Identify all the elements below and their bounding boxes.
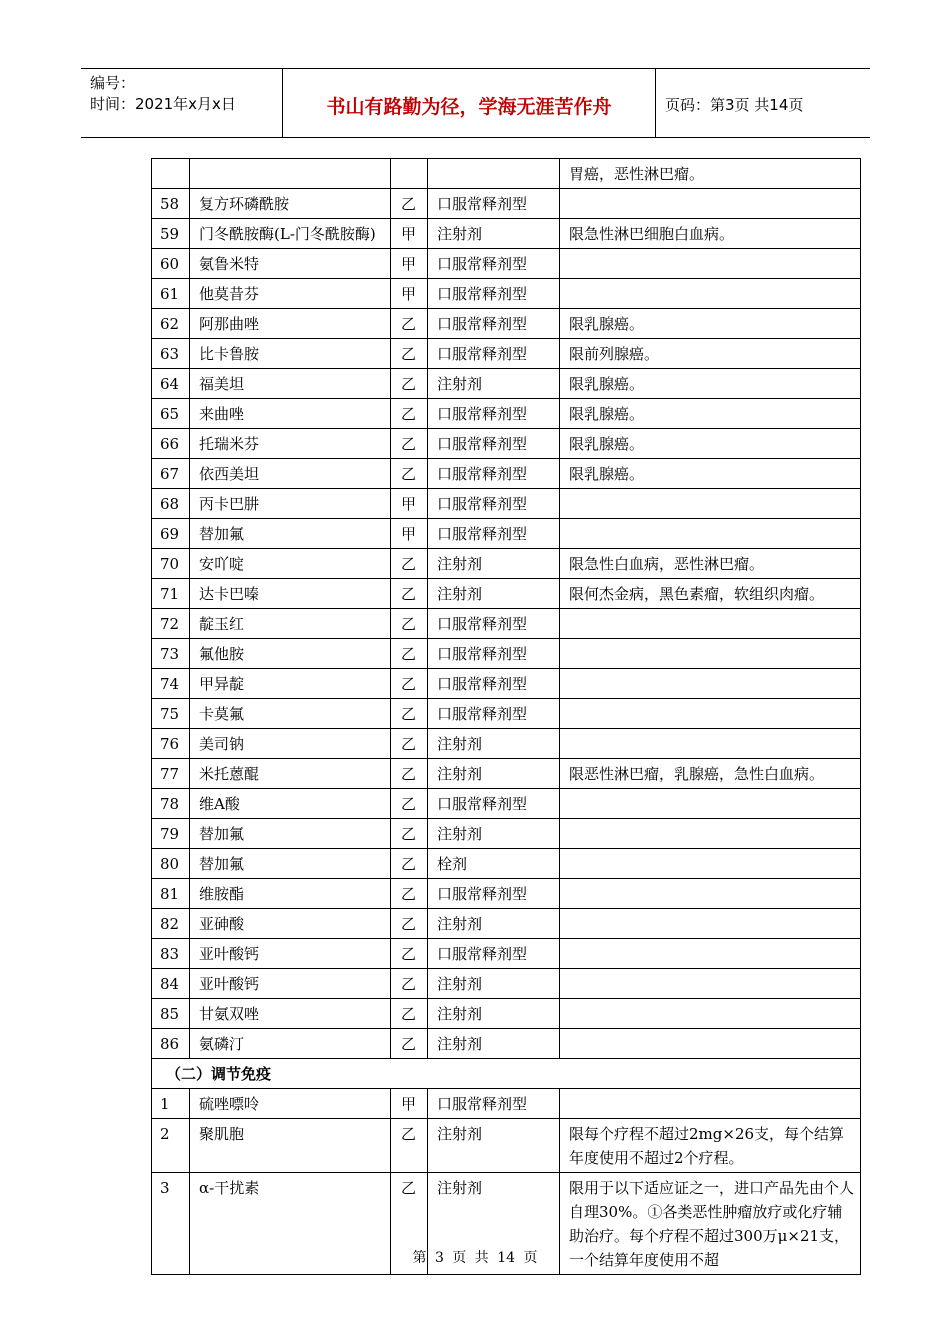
section-row (152, 1059, 861, 1089)
drug-class-cell: 乙 (391, 849, 428, 879)
dosage-form-cell: 口服常释剂型 (428, 459, 560, 489)
row-number-cell: 79 (152, 819, 190, 849)
restriction-note-cell: 限乳腺癌。 (560, 399, 861, 429)
restriction-note-cell (560, 909, 861, 939)
row-number-cell: 74 (152, 669, 190, 699)
drug-class-cell: 乙 (391, 309, 428, 339)
dosage-form-cell: 口服常释剂型 (428, 519, 560, 549)
row-number-cell: 62 (152, 309, 190, 339)
row-number-cell: 2 (152, 1119, 190, 1173)
table-row (152, 699, 861, 729)
dosage-form-cell: 注射剂 (428, 1173, 560, 1275)
drug-name-cell: 氨磷汀 (190, 1029, 391, 1059)
table-row (152, 249, 861, 279)
drug-class-cell (391, 159, 428, 189)
row-number-cell: 86 (152, 1029, 190, 1059)
table-row (152, 759, 861, 789)
dosage-form-cell: 口服常释剂型 (428, 789, 560, 819)
row-number-cell: 72 (152, 609, 190, 639)
document-number-label: 编号： (90, 74, 136, 92)
dosage-form-cell: 口服常释剂型 (428, 399, 560, 429)
drug-name-cell: 托瑞米芬 (190, 429, 391, 459)
dosage-form-cell: 口服常释剂型 (428, 309, 560, 339)
drug-class-cell: 乙 (391, 789, 428, 819)
table-row (152, 429, 861, 459)
drug-name-cell: 来曲唑 (190, 399, 391, 429)
document-date-label: 时间：2021年x月x日 (90, 95, 236, 113)
drug-class-cell: 乙 (391, 729, 428, 759)
restriction-note-cell: 限每个疗程不超过2mg×26支，每个结算年度使用不超过2个疗程。 (560, 1119, 861, 1173)
restriction-note-cell (560, 819, 861, 849)
row-number-cell: 78 (152, 789, 190, 819)
row-number-cell: 70 (152, 549, 190, 579)
row-number-cell: 65 (152, 399, 190, 429)
drug-class-cell: 乙 (391, 399, 428, 429)
table-row (152, 1029, 861, 1059)
table-row (152, 399, 861, 429)
dosage-form-cell: 注射剂 (428, 969, 560, 999)
drug-name-cell (190, 159, 391, 189)
restriction-note-cell (560, 789, 861, 819)
drug-name-cell: 亚砷酸 (190, 909, 391, 939)
restriction-note-cell (560, 669, 861, 699)
drug-class-cell: 乙 (391, 669, 428, 699)
drug-name-cell: 维A酸 (190, 789, 391, 819)
dosage-form-cell: 口服常释剂型 (428, 939, 560, 969)
drug-name-cell: 氟他胺 (190, 639, 391, 669)
table-row (152, 969, 861, 999)
drug-name-cell: 阿那曲唑 (190, 309, 391, 339)
drug-name-cell: 替加氟 (190, 849, 391, 879)
row-number-cell: 71 (152, 579, 190, 609)
drug-name-cell: 达卡巴嗪 (190, 579, 391, 609)
dosage-form-cell: 注射剂 (428, 759, 560, 789)
row-number-cell: 60 (152, 249, 190, 279)
restriction-note-cell (560, 1029, 861, 1059)
row-number-cell: 68 (152, 489, 190, 519)
row-number-cell: 76 (152, 729, 190, 759)
header-motto: 书山有路勤为径，学海无涯苦作舟 (326, 96, 612, 118)
dosage-form-cell: 口服常释剂型 (428, 669, 560, 699)
table-row (152, 579, 861, 609)
restriction-note-cell: 限乳腺癌。 (560, 369, 861, 399)
dosage-form-cell: 口服常释剂型 (428, 489, 560, 519)
restriction-note-cell: 限乳腺癌。 (560, 309, 861, 339)
dosage-form-cell: 口服常释剂型 (428, 609, 560, 639)
drug-name-cell: 依西美坦 (190, 459, 391, 489)
row-number-cell: 82 (152, 909, 190, 939)
restriction-note-cell: 限乳腺癌。 (560, 459, 861, 489)
dosage-form-cell: 口服常释剂型 (428, 699, 560, 729)
row-number-cell: 63 (152, 339, 190, 369)
row-number-cell (152, 159, 190, 189)
drug-class-cell: 乙 (391, 459, 428, 489)
dosage-form-cell: 注射剂 (428, 1029, 560, 1059)
restriction-note-cell (560, 939, 861, 969)
restriction-note-cell: 限急性白血病，恶性淋巴瘤。 (560, 549, 861, 579)
table-row (152, 729, 861, 759)
table-row (152, 159, 861, 189)
drug-class-cell: 乙 (391, 969, 428, 999)
restriction-note-cell: 限恶性淋巴瘤，乳腺癌，急性白血病。 (560, 759, 861, 789)
table-row (152, 879, 861, 909)
row-number-cell: 77 (152, 759, 190, 789)
dosage-form-cell: 注射剂 (428, 1119, 560, 1173)
dosage-form-cell: 口服常释剂型 (428, 189, 560, 219)
table-row (152, 459, 861, 489)
drug-class-cell: 乙 (391, 339, 428, 369)
drug-name-cell: 美司钠 (190, 729, 391, 759)
table-row (152, 669, 861, 699)
restriction-note-cell: 胃癌，恶性淋巴瘤。 (560, 159, 861, 189)
table-row (152, 219, 861, 249)
drug-class-cell: 乙 (391, 819, 428, 849)
row-number-cell: 83 (152, 939, 190, 969)
restriction-note-cell (560, 969, 861, 999)
table-row (152, 489, 861, 519)
drug-class-cell: 乙 (391, 999, 428, 1029)
table-row (152, 789, 861, 819)
drug-class-cell: 乙 (391, 189, 428, 219)
dosage-form-cell: 注射剂 (428, 549, 560, 579)
drug-table-body (152, 159, 861, 1275)
table-row (152, 1119, 861, 1173)
dosage-form-cell: 注射剂 (428, 579, 560, 609)
restriction-note-cell: 限乳腺癌。 (560, 429, 861, 459)
table-row (152, 279, 861, 309)
drug-class-cell: 乙 (391, 579, 428, 609)
drug-class-cell: 乙 (391, 609, 428, 639)
dosage-form-cell: 栓剂 (428, 849, 560, 879)
drug-name-cell: 靛玉红 (190, 609, 391, 639)
drug-name-cell: 福美坦 (190, 369, 391, 399)
header-page-number: 页码：第3页 共14页 (665, 96, 804, 114)
table-row (152, 849, 861, 879)
drug-class-cell: 乙 (391, 429, 428, 459)
restriction-note-cell (560, 879, 861, 909)
drug-class-cell: 甲 (391, 249, 428, 279)
dosage-form-cell: 口服常释剂型 (428, 339, 560, 369)
drug-name-cell: 甲异靛 (190, 669, 391, 699)
header-page-cell (656, 69, 870, 137)
drug-name-cell: 丙卡巴肼 (190, 489, 391, 519)
dosage-form-cell: 口服常释剂型 (428, 249, 560, 279)
dosage-form-cell (428, 159, 560, 189)
row-number-cell: 75 (152, 699, 190, 729)
table-row (152, 939, 861, 969)
row-number-cell: 67 (152, 459, 190, 489)
drug-class-cell: 乙 (391, 1173, 428, 1275)
table-row (152, 999, 861, 1029)
drug-name-cell: 复方环磷酰胺 (190, 189, 391, 219)
drug-name-cell: 硫唑嘌呤 (190, 1089, 391, 1119)
row-number-cell: 3 (152, 1173, 190, 1275)
table-row (152, 519, 861, 549)
drug-name-cell: 聚肌胞 (190, 1119, 391, 1173)
drug-table (151, 158, 861, 1275)
drug-class-cell: 乙 (391, 1119, 428, 1173)
row-number-cell: 69 (152, 519, 190, 549)
row-number-cell: 1 (152, 1089, 190, 1119)
restriction-note-cell (560, 1089, 861, 1119)
table-row (152, 609, 861, 639)
drug-class-cell: 甲 (391, 489, 428, 519)
row-number-cell: 61 (152, 279, 190, 309)
drug-name-cell: 安吖啶 (190, 549, 391, 579)
restriction-note-cell (560, 639, 861, 669)
drug-name-cell: 替加氟 (190, 519, 391, 549)
drug-class-cell: 甲 (391, 279, 428, 309)
restriction-note-cell (560, 249, 861, 279)
page-header (81, 68, 870, 138)
dosage-form-cell: 口服常释剂型 (428, 1089, 560, 1119)
table-row (152, 639, 861, 669)
row-number-cell: 58 (152, 189, 190, 219)
restriction-note-cell (560, 609, 861, 639)
dosage-form-cell: 注射剂 (428, 909, 560, 939)
drug-name-cell: 门冬酰胺酶(L-门冬酰胺酶) (190, 219, 391, 249)
drug-class-cell: 甲 (391, 1089, 428, 1119)
dosage-form-cell: 口服常释剂型 (428, 879, 560, 909)
dosage-form-cell: 注射剂 (428, 729, 560, 759)
row-number-cell: 59 (152, 219, 190, 249)
restriction-note-cell (560, 849, 861, 879)
drug-class-cell: 乙 (391, 549, 428, 579)
drug-name-cell: 甘氨双唑 (190, 999, 391, 1029)
dosage-form-cell: 口服常释剂型 (428, 279, 560, 309)
restriction-note-cell: 限何杰金病，黑色素瘤，软组织肉瘤。 (560, 579, 861, 609)
row-number-cell: 66 (152, 429, 190, 459)
dosage-form-cell: 口服常释剂型 (428, 429, 560, 459)
table-row (152, 819, 861, 849)
dosage-form-cell: 注射剂 (428, 219, 560, 249)
drug-class-cell: 乙 (391, 1029, 428, 1059)
drug-class-cell: 乙 (391, 879, 428, 909)
restriction-note-cell (560, 699, 861, 729)
drug-name-cell: 替加氟 (190, 819, 391, 849)
page-footer: 第 3 页 共 14 页 (412, 1250, 538, 1266)
header-motto-cell (283, 69, 656, 137)
drug-class-cell: 乙 (391, 909, 428, 939)
table-row (152, 309, 861, 339)
drug-class-cell: 乙 (391, 639, 428, 669)
table-row (152, 549, 861, 579)
dosage-form-cell: 注射剂 (428, 819, 560, 849)
drug-class-cell: 乙 (391, 369, 428, 399)
drug-class-cell: 甲 (391, 219, 428, 249)
drug-class-cell: 乙 (391, 699, 428, 729)
drug-class-cell: 乙 (391, 939, 428, 969)
table-row (152, 339, 861, 369)
drug-name-cell: 比卡鲁胺 (190, 339, 391, 369)
restriction-note-cell (560, 729, 861, 759)
drug-name-cell: 亚叶酸钙 (190, 969, 391, 999)
header-meta-cell (81, 69, 283, 137)
table-row (152, 369, 861, 399)
restriction-note-cell (560, 189, 861, 219)
section-heading: （二）调节免疫 (152, 1059, 861, 1089)
restriction-note-cell (560, 999, 861, 1029)
drug-name-cell: 米托蒽醌 (190, 759, 391, 789)
restriction-note-cell (560, 489, 861, 519)
dosage-form-cell: 口服常释剂型 (428, 639, 560, 669)
drug-class-cell: 乙 (391, 759, 428, 789)
drug-name-cell: 亚叶酸钙 (190, 939, 391, 969)
table-row (152, 909, 861, 939)
drug-name-cell: 他莫昔芬 (190, 279, 391, 309)
row-number-cell: 64 (152, 369, 190, 399)
drug-class-cell: 甲 (391, 519, 428, 549)
restriction-note-cell: 限用于以下适应证之一，进口产品先由个人自理30%。①各类恶性肿瘤放疗或化疗辅助治疗。每个疗程不超过300万μ×21支，一个结算年度使用不超 (560, 1173, 861, 1275)
drug-name-cell: 维胺酯 (190, 879, 391, 909)
restriction-note-cell (560, 519, 861, 549)
row-number-cell: 81 (152, 879, 190, 909)
restriction-note-cell: 限急性淋巴细胞白血病。 (560, 219, 861, 249)
restriction-note-cell: 限前列腺癌。 (560, 339, 861, 369)
table-row (152, 189, 861, 219)
restriction-note-cell (560, 279, 861, 309)
drug-name-cell: 卡莫氟 (190, 699, 391, 729)
row-number-cell: 85 (152, 999, 190, 1029)
dosage-form-cell: 注射剂 (428, 999, 560, 1029)
row-number-cell: 73 (152, 639, 190, 669)
dosage-form-cell: 注射剂 (428, 369, 560, 399)
drug-name-cell: 氨鲁米特 (190, 249, 391, 279)
drug-name-cell: α-干扰素 (190, 1173, 391, 1275)
row-number-cell: 84 (152, 969, 190, 999)
row-number-cell: 80 (152, 849, 190, 879)
table-row (152, 1089, 861, 1119)
